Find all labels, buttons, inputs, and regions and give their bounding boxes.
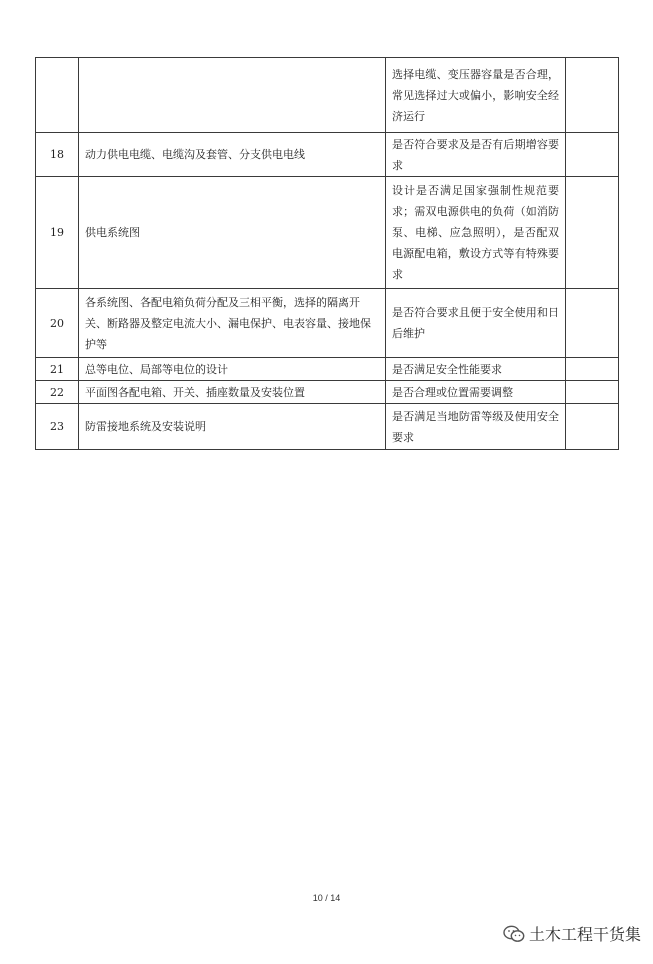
- review-requirement: 设计是否满足国家强制性规范要求；需双电源供电的负荷（如消防泵、电梯、应急照明），是否配双电源配电箱，敷设方式等有特殊要求: [386, 177, 566, 289]
- review-item: 动力供电电缆、电缆沟及套管、分支供电电线: [79, 133, 386, 177]
- review-requirement: 是否合理或位置需要调整: [386, 381, 566, 404]
- row-number: 20: [36, 289, 79, 358]
- row-number: 19: [36, 177, 79, 289]
- row-number: 23: [36, 404, 79, 450]
- remarks-cell: [566, 133, 619, 177]
- remarks-cell: [566, 381, 619, 404]
- review-table: [35, 57, 619, 450]
- row-number: 18: [36, 133, 79, 177]
- table-row: [36, 404, 619, 450]
- review-requirement: 是否符合要求及是否有后期增容要求: [386, 133, 566, 177]
- review-requirement: 选择电缆、变压器容量是否合理，常见选择过大或偏小，影响安全经济运行: [386, 58, 566, 133]
- row-number: 22: [36, 381, 79, 404]
- wechat-icon: [503, 925, 525, 943]
- review-item: 平面图各配电箱、开关、插座数量及安装位置: [79, 381, 386, 404]
- table-row: [36, 58, 619, 133]
- remarks-cell: [566, 404, 619, 450]
- watermark: [503, 922, 641, 945]
- remarks-cell: [566, 177, 619, 289]
- row-number: 21: [36, 358, 79, 381]
- review-requirement: 是否满足安全性能要求: [386, 358, 566, 381]
- review-item: 各系统图、各配电箱负荷分配及三相平衡，选择的隔离开关、断路器及整定电流大小、漏电保护、电表容量、接地保护等: [79, 289, 386, 358]
- table-row: [36, 177, 619, 289]
- review-item: 供电系统图: [79, 177, 386, 289]
- review-requirement: 是否符合要求且便于安全使用和日后维护: [386, 289, 566, 358]
- watermark-text: 土木工程干货集: [528, 925, 641, 944]
- review-item: [79, 58, 386, 133]
- table-row: [36, 133, 619, 177]
- row-number: [36, 58, 79, 133]
- remarks-cell: [566, 289, 619, 358]
- page-number: 10 / 14: [312, 893, 341, 903]
- remarks-cell: [566, 58, 619, 133]
- remarks-cell: [566, 358, 619, 381]
- review-item: 总等电位、局部等电位的设计: [79, 358, 386, 381]
- review-item: 防雷接地系统及安装说明: [79, 404, 386, 450]
- table-row: [36, 381, 619, 404]
- table-row: [36, 358, 619, 381]
- review-requirement: 是否满足当地防雷等级及使用安全要求: [386, 404, 566, 450]
- table-row: [36, 289, 619, 358]
